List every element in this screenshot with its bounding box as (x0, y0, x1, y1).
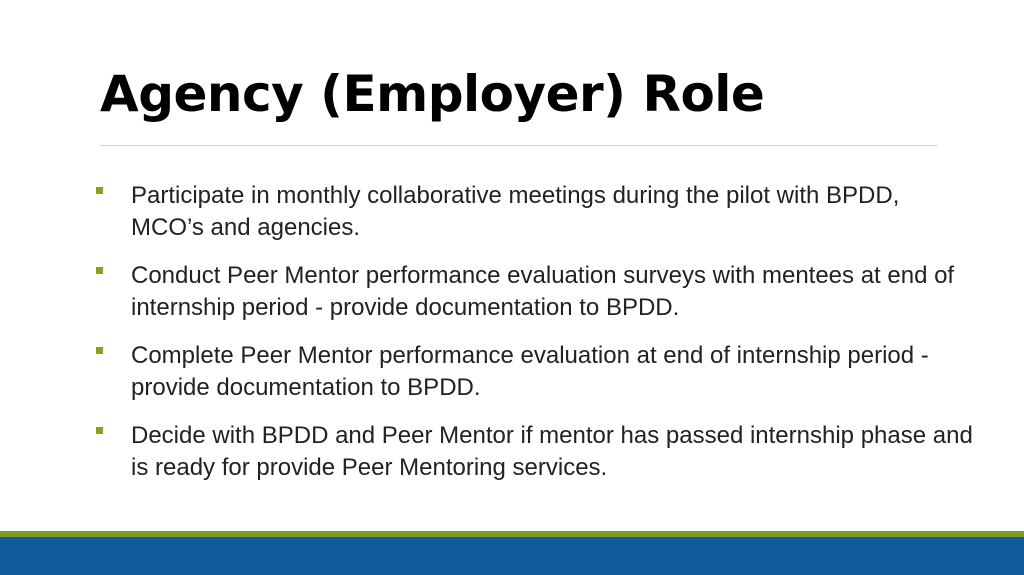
bullet-item (96, 340, 976, 404)
title-divider (100, 145, 937, 146)
square-bullet-icon (96, 187, 103, 194)
bullet-text: Complete Peer Mentor performance evaluation at end of internship period - provide documentation to BPDD. (131, 342, 929, 401)
bullet-text: Conduct Peer Mentor performance evaluation surveys with mentees at end of internship period - provide documentation to BPDD. (131, 262, 955, 321)
bullet-item (96, 420, 976, 484)
square-bullet-icon (96, 427, 103, 434)
bullet-text: Participate in monthly collaborative meetings during the pilot with BPDD, MCO’s and agencies. (131, 182, 900, 241)
footer-band (0, 537, 1024, 575)
slide-title: Agency (Employer) Role (100, 65, 765, 123)
bullet-list (96, 180, 976, 500)
bullet-item (96, 260, 976, 324)
bullet-item (96, 180, 976, 244)
square-bullet-icon (96, 267, 103, 274)
bullet-text: Decide with BPDD and Peer Mentor if mentor has passed internship phase and is ready for provide Peer Mentoring services. (131, 422, 973, 481)
square-bullet-icon (96, 347, 103, 354)
